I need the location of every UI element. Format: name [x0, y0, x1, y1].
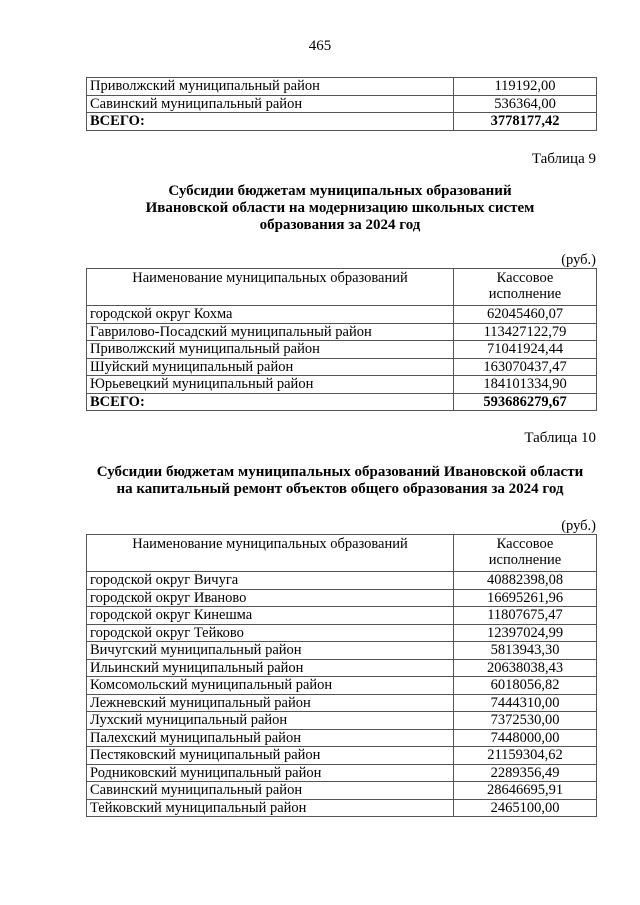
table-row: [87, 694, 597, 712]
row-name: Родниковский муниципальный район: [87, 764, 454, 782]
row-name: Лухский муниципальный район: [87, 712, 454, 730]
row-name: Шуйский муниципальный район: [87, 358, 454, 376]
row-name: Приволжский муниципальный район: [87, 341, 454, 359]
table-row: [87, 572, 597, 590]
row-value: 11807675,47: [454, 607, 597, 625]
total-label: ВСЕГО:: [87, 113, 454, 131]
table10-unit: (руб.): [561, 518, 596, 534]
row-value: 7448000,00: [454, 729, 597, 747]
row-name: городской округ Вичуга: [87, 572, 454, 590]
row-value: 184101334,90: [454, 376, 597, 394]
table9-label: Таблица 9: [531, 151, 596, 167]
continued-table: [86, 77, 597, 131]
header-value-line1: Кассовое: [496, 270, 554, 286]
row-name: Савинский муниципальный район: [87, 95, 454, 113]
row-value: 28646695,91: [454, 782, 597, 800]
row-name: городской округ Тейково: [87, 624, 454, 642]
row-name: Юрьевецкий муниципальный район: [87, 376, 454, 394]
row-name: городской округ Иваново: [87, 589, 454, 607]
row-name: Савинский муниципальный район: [87, 782, 454, 800]
header-value: [454, 269, 597, 306]
row-value: 536364,00: [454, 95, 597, 113]
row-value: 7444310,00: [454, 694, 597, 712]
row-name: Тейковский муниципальный район: [87, 799, 454, 817]
table-row: [87, 747, 597, 765]
header-value-line2: исполнение: [488, 552, 562, 568]
title-line: Субсидии бюджетам муниципальных образований: [168, 183, 512, 199]
table9-title: [60, 183, 620, 234]
page-number: 465: [308, 38, 332, 54]
row-name: Вичугский муниципальный район: [87, 642, 454, 660]
table-row: [87, 341, 597, 359]
row-name: Палехский муниципальный район: [87, 729, 454, 747]
row-value: 6018056,82: [454, 677, 597, 695]
table-row: [87, 624, 597, 642]
total-label: ВСЕГО:: [87, 393, 454, 411]
total-row: [87, 113, 597, 131]
table-row: [87, 95, 597, 113]
row-name: городской округ Кохма: [87, 306, 454, 324]
header-name: Наименование муниципальных образований: [87, 269, 454, 306]
table9-unit: (руб.): [561, 252, 596, 268]
table-row: [87, 642, 597, 660]
title-line: образования за 2024 год: [259, 217, 421, 233]
row-value: 21159304,62: [454, 747, 597, 765]
table-row: [87, 659, 597, 677]
row-value: 20638038,43: [454, 659, 597, 677]
row-name: Пестяковский муниципальный район: [87, 747, 454, 765]
row-value: 16695261,96: [454, 589, 597, 607]
row-value: 163070437,47: [454, 358, 597, 376]
title-line: Субсидии бюджетам муниципальных образований Ивановской области: [96, 464, 584, 480]
row-name: Приволжский муниципальный район: [87, 78, 454, 96]
header-value: [454, 535, 597, 572]
row-value: 7372530,00: [454, 712, 597, 730]
row-name: Ильинский муниципальный район: [87, 659, 454, 677]
table-row: [87, 764, 597, 782]
total-value: 593686279,67: [454, 393, 597, 411]
row-name: городской округ Кинешма: [87, 607, 454, 625]
table-header-row: [87, 535, 597, 572]
row-name: Гаврилово-Посадский муниципальный район: [87, 323, 454, 341]
row-value: 12397024,99: [454, 624, 597, 642]
table-row: [87, 376, 597, 394]
header-value-line1: Кассовое: [496, 536, 554, 552]
table10-title: [60, 464, 620, 498]
row-value: 5813943,30: [454, 642, 597, 660]
table-row: [87, 677, 597, 695]
table9: [86, 268, 597, 411]
row-value: 71041924,44: [454, 341, 597, 359]
total-row: [87, 393, 597, 411]
title-line: на капитальный ремонт объектов общего образования за 2024 год: [116, 481, 564, 497]
table-header-row: [87, 269, 597, 306]
table-row: [87, 323, 597, 341]
header-value-line2: исполнение: [488, 286, 562, 302]
table-row: [87, 799, 597, 817]
table-row: [87, 358, 597, 376]
table-row: [87, 607, 597, 625]
table-row: [87, 712, 597, 730]
table-row: [87, 782, 597, 800]
table-row: [87, 78, 597, 96]
table-row: [87, 589, 597, 607]
table10-label: Таблица 10: [524, 430, 596, 446]
row-name: Комсомольский муниципальный район: [87, 677, 454, 695]
row-value: 2465100,00: [454, 799, 597, 817]
title-line: Ивановской области на модернизацию школьных систем: [145, 200, 535, 216]
row-value: 62045460,07: [454, 306, 597, 324]
header-name: Наименование муниципальных образований: [87, 535, 454, 572]
total-value: 3778177,42: [454, 113, 597, 131]
row-value: 119192,00: [454, 78, 597, 96]
table10: [86, 534, 597, 817]
row-value: 2289356,49: [454, 764, 597, 782]
table-row: [87, 729, 597, 747]
row-value: 40882398,08: [454, 572, 597, 590]
row-name: Лежневский муниципальный район: [87, 694, 454, 712]
table-row: [87, 306, 597, 324]
row-value: 113427122,79: [454, 323, 597, 341]
